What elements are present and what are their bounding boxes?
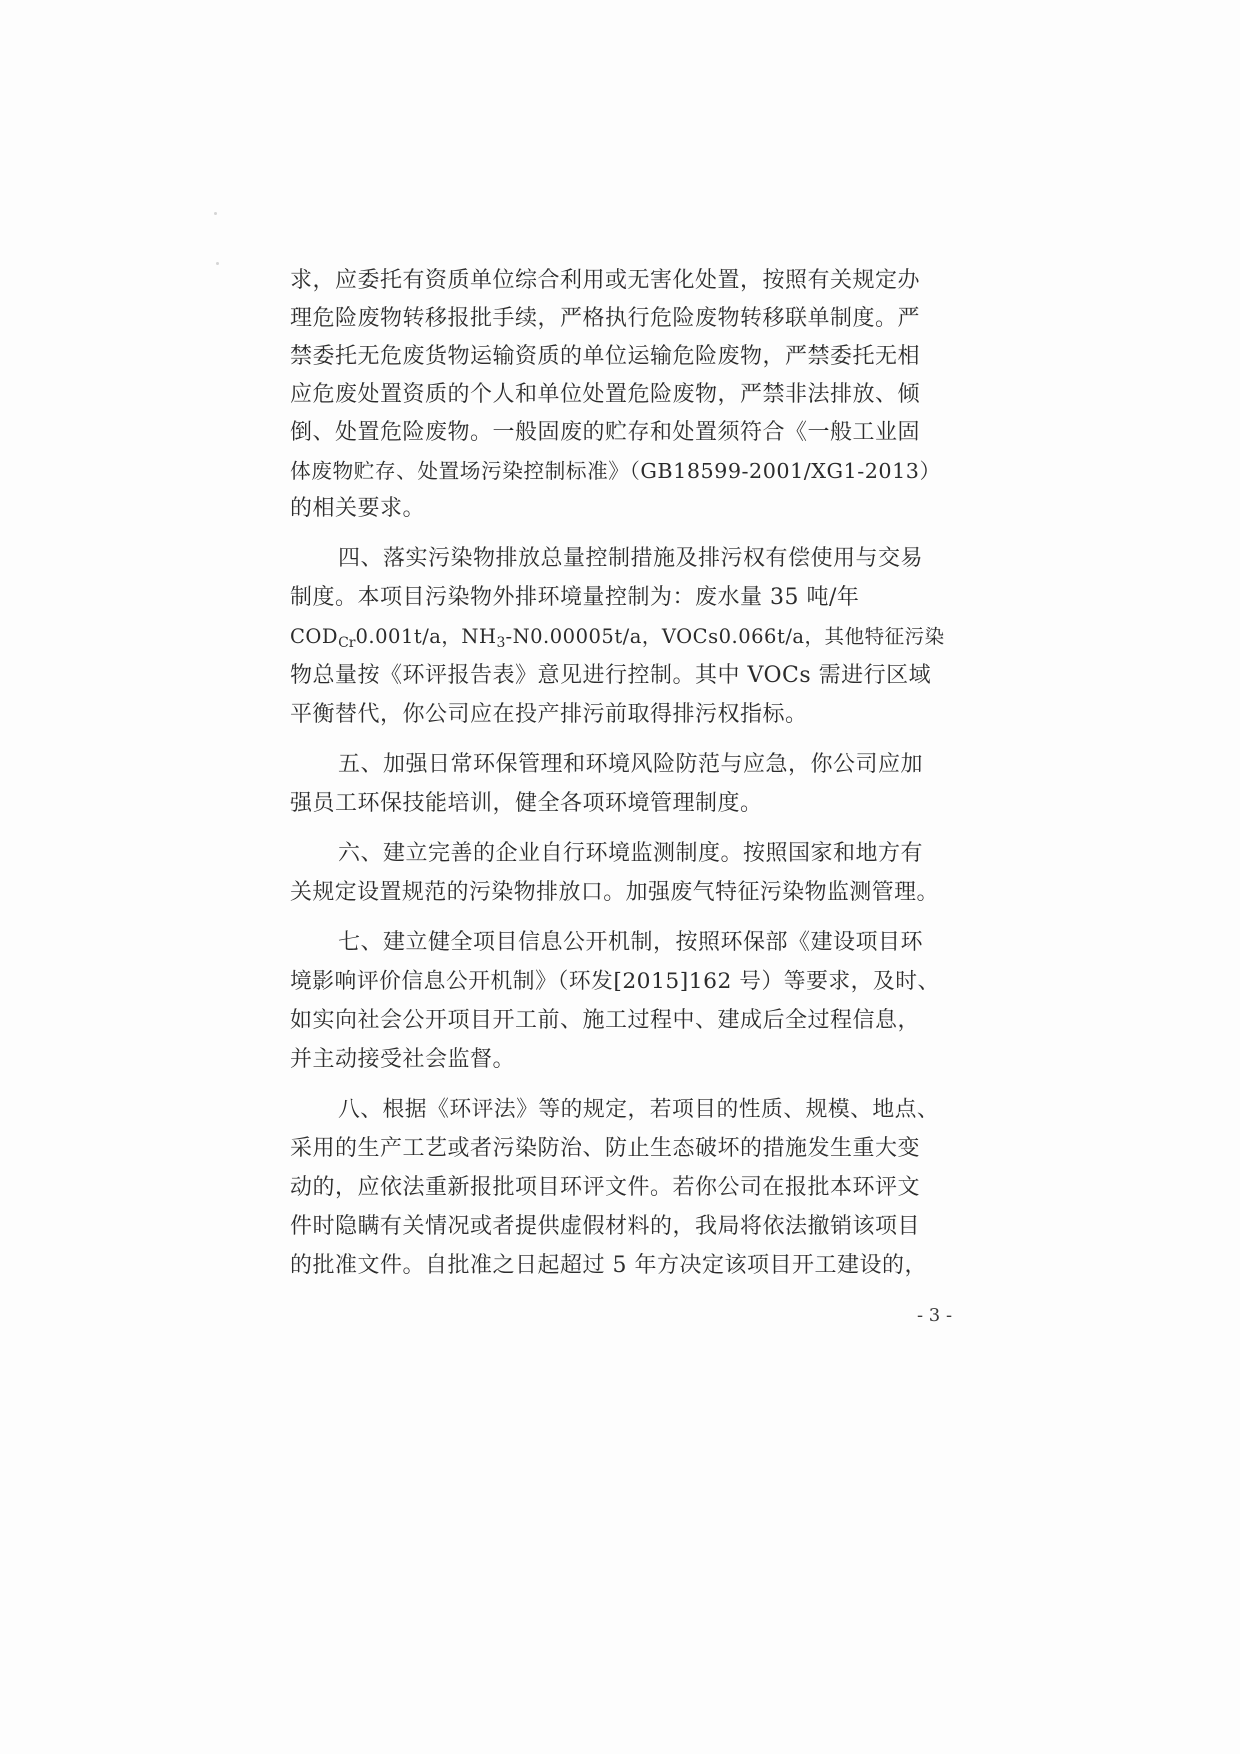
page-number: - 3 -	[917, 1305, 953, 1326]
text-line: 关规定设置规范的污染物排放口。加强废气特征污染物监测管理。	[290, 880, 939, 905]
text-line: 禁委托无危废货物运输资质的单位运输危险废物，严禁委托无相	[290, 344, 921, 369]
scan-speck	[216, 262, 219, 265]
text-line: 制度。本项目污染物外排环境量控制为：废水量 35 吨/年	[290, 585, 860, 610]
text-line: 体废物贮存、处置场污染控制标准》（GB18599-2001/XG1-2013）	[290, 459, 941, 483]
paragraph-seven-start: 七、建立健全项目信息公开机制，按照环保部《建设项目环	[338, 930, 924, 955]
text-line: 境影响评价信息公开机制》（环发[2015]162 号）等要求，及时、	[290, 969, 940, 994]
cod-value: 0.001t/a，NH	[355, 625, 497, 648]
text-line: 物总量按《环评报告表》意见进行控制。其中 VOCs 需进行区域	[290, 663, 932, 688]
nh-subscript: 3	[496, 635, 506, 651]
text-line: 的相关要求。	[290, 496, 426, 521]
text-line: 平衡替代，你公司应在投产排污前取得排污权指标。	[290, 702, 808, 727]
text-line: 理危险废物转移报批手续，严格执行危险废物转移联单制度。严	[290, 306, 921, 331]
paragraph-four-start: 四、落实污染物排放总量控制措施及排污权有偿使用与交易	[338, 546, 924, 571]
paragraph-five-start: 五、加强日常环保管理和环境风险防范与应急，你公司应加	[338, 752, 924, 777]
text-line: 倒、处置危险废物。一般固废的贮存和处置须符合《一般工业固	[290, 420, 921, 445]
text-line: 应危废处置资质的个人和单位处置危险废物，严禁非法排放、倾	[290, 382, 921, 407]
cod-subscript: Cr	[338, 635, 356, 651]
text-line: 的批准文件。自批准之日起超过 5 年方决定该项目开工建设的，	[290, 1253, 927, 1278]
pollutant-quota-line	[290, 622, 945, 658]
text-line: 如实向社会公开项目开工前、施工过程中、建成后全过程信息，	[290, 1008, 921, 1033]
scan-speck	[214, 212, 217, 215]
quota-rest: -N0.00005t/a，VOCs0.066t/a，其他特征污染	[505, 625, 945, 648]
paragraph-six-start: 六、建立完善的企业自行环境监测制度。按照国家和地方有	[338, 841, 924, 866]
text-line: 采用的生产工艺或者污染防治、防止生态破坏的措施发生重大变	[290, 1136, 921, 1161]
text-line: 求，应委托有资质单位综合利用或无害化处置，按照有关规定办	[290, 268, 921, 293]
paragraph-eight-start: 八、根据《环评法》等的规定，若项目的性质、规模、地点、	[338, 1097, 940, 1122]
cod-label: COD	[290, 625, 339, 648]
text-line: 并主动接受社会监督。	[290, 1047, 516, 1072]
text-line: 动的，应依法重新报批项目环评文件。若你公司在报批本环评文	[290, 1175, 921, 1200]
text-line: 件时隐瞒有关情况或者提供虚假材料的，我局将依法撤销该项目	[290, 1214, 921, 1239]
text-line: 强员工环保技能培训，健全各项环境管理制度。	[290, 791, 763, 816]
